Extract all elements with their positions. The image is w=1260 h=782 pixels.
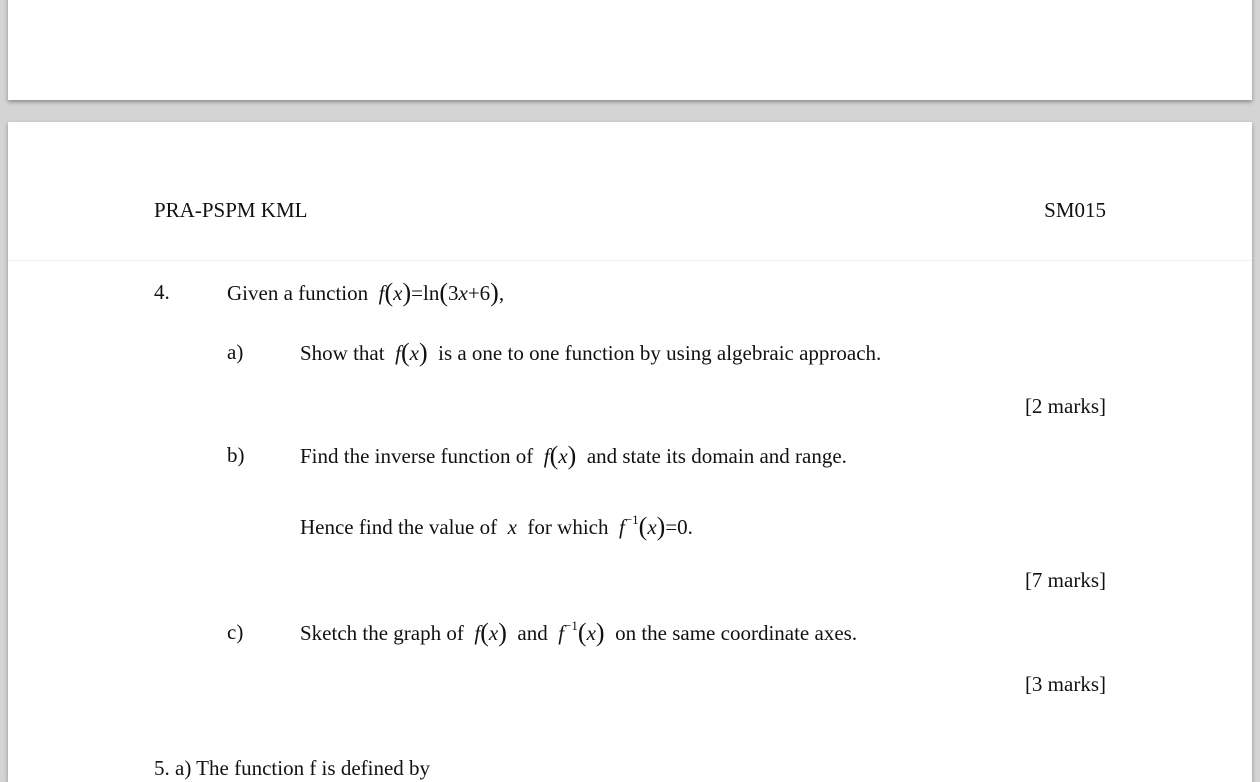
part-c-text-mid: and — [517, 621, 548, 645]
document-page — [8, 122, 1252, 782]
part-b-label: b) — [227, 443, 245, 467]
part-c-marks: [3 marks] — [1024, 672, 1106, 696]
header-course-code: SM015 — [1044, 198, 1106, 222]
part-a-marks: [2 marks] — [1024, 394, 1106, 418]
part-b-text — [300, 442, 847, 468]
part-b-text-post: and state its domain and range. — [586, 444, 847, 468]
part-a-text — [300, 339, 881, 365]
part-b-marks: [7 marks] — [1024, 568, 1106, 592]
part-c-text-pre: Sketch the graph of — [300, 621, 464, 645]
f-of-x: f(x) — [469, 618, 507, 647]
question-number: 4. — [154, 280, 170, 304]
part-a-text-pre: Show that — [300, 341, 385, 365]
inverse-equation: $f^{-1}(x)=0$. — [613, 512, 693, 541]
part-b-hence-pre: Hence find the value of — [300, 515, 498, 539]
f-of-x: f(x) — [389, 338, 428, 367]
part-a-label: a) — [227, 340, 244, 364]
variable-x: x — [502, 515, 523, 539]
header-left-text: PRA-PSPM KML — [154, 198, 308, 222]
part-b-hence-mid: for which — [527, 515, 609, 539]
previous-page — [8, 0, 1252, 100]
part-b-hence-text — [300, 513, 693, 539]
next-question-partial: 5. a) The function f is defined by — [154, 756, 431, 780]
part-a-text-post: is a one to one function by using algebraic approach. — [438, 341, 882, 365]
part-c-text — [300, 619, 857, 645]
part-c-text-post: on the same coordinate axes. — [615, 621, 858, 645]
question-stem — [227, 279, 504, 305]
function-definition: f(x)=ln(3x+6), — [373, 278, 505, 307]
stem-text: Given a function — [227, 281, 369, 305]
f-of-x: f(x) — [538, 441, 577, 470]
part-b-text-pre: Find the inverse function of — [300, 444, 534, 468]
part-c-label: c) — [227, 620, 244, 644]
f-inverse-of-x: $f^{-1}(x)$ — [552, 618, 605, 647]
header-divider — [8, 260, 1252, 261]
